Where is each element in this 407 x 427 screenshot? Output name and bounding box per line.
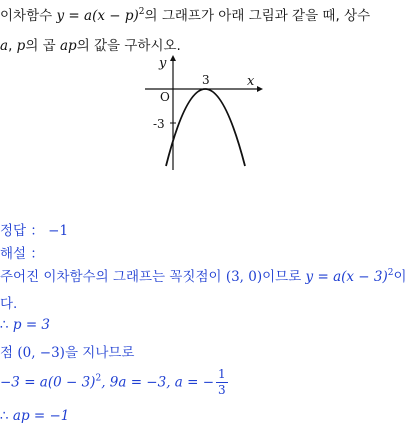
math-exponent: 2 xyxy=(138,7,145,17)
question-text: 이차함수 xyxy=(0,8,57,24)
explanation-text: 점 xyxy=(0,345,18,361)
math-ap: ap xyxy=(59,38,77,54)
vertex-x-label: 3 xyxy=(202,73,210,87)
explanation-line-1 xyxy=(0,265,407,285)
comma: , xyxy=(8,38,17,54)
explanation-line-3 xyxy=(0,317,50,333)
fraction-numerator: 1 xyxy=(218,367,226,381)
math-exponent: 2 xyxy=(95,373,102,384)
vertex-form-equation: y = a(x − 3) xyxy=(305,269,388,285)
y-axis-arrow xyxy=(170,55,176,61)
explanation-text: 주어진 이차함수의 그래프는 꼭짓점이 xyxy=(0,269,226,285)
math-a: a xyxy=(0,38,9,54)
fraction-one-third xyxy=(216,367,228,398)
math-equals: = xyxy=(64,8,85,24)
answer-line xyxy=(0,219,68,239)
vertex-point: (3, 0) xyxy=(225,269,263,285)
math-y: y xyxy=(56,8,65,24)
explanation-line-5 xyxy=(0,367,228,398)
math-expression: a(x − p) xyxy=(84,8,139,24)
fraction-denominator: 3 xyxy=(218,383,226,397)
math-exponent: 2 xyxy=(387,268,394,278)
parabola-curve xyxy=(166,89,245,166)
parabola-graph xyxy=(145,54,265,172)
explanation-text: 이므로 xyxy=(262,269,306,285)
question-text-end: 의 값을 구하시오. xyxy=(76,38,181,54)
math-p: p xyxy=(16,38,26,54)
y-intercept-label: -3 xyxy=(153,117,165,131)
question-text: 의 곱 xyxy=(25,38,60,54)
question-line-2 xyxy=(0,34,181,54)
therefore-symbol: ∴ xyxy=(0,317,13,333)
x-axis-arrow xyxy=(257,86,263,92)
question-line-1 xyxy=(0,4,370,24)
ap-result: ap = −1 xyxy=(12,408,70,424)
explanation-text: 이 xyxy=(393,269,407,285)
answer-label: 정답 ： xyxy=(0,223,49,239)
explanation-line-6 xyxy=(0,408,69,424)
x-axis-label: x xyxy=(247,74,255,89)
origin-label: O xyxy=(160,90,170,104)
question-text-cont: 의 그래프가 아래 그림과 같을 때, 상수 xyxy=(144,8,371,24)
solve-steps: , 9a = −3, a = − xyxy=(101,374,215,391)
y-axis-label: y xyxy=(159,56,167,71)
answer-value: −1 xyxy=(48,223,69,239)
therefore-symbol: ∴ xyxy=(0,408,13,424)
explanation-text: 을 지나므로 xyxy=(64,345,135,361)
y-intercept-point: (0, −3) xyxy=(17,345,65,361)
solution-label: 해설 ： xyxy=(0,246,44,262)
explanation-line-2: 다. xyxy=(0,296,18,312)
explanation-line-4 xyxy=(0,341,134,361)
substitution-equation: −3 = a(0 − 3) xyxy=(0,374,96,391)
p-value: p = 3 xyxy=(12,317,51,333)
